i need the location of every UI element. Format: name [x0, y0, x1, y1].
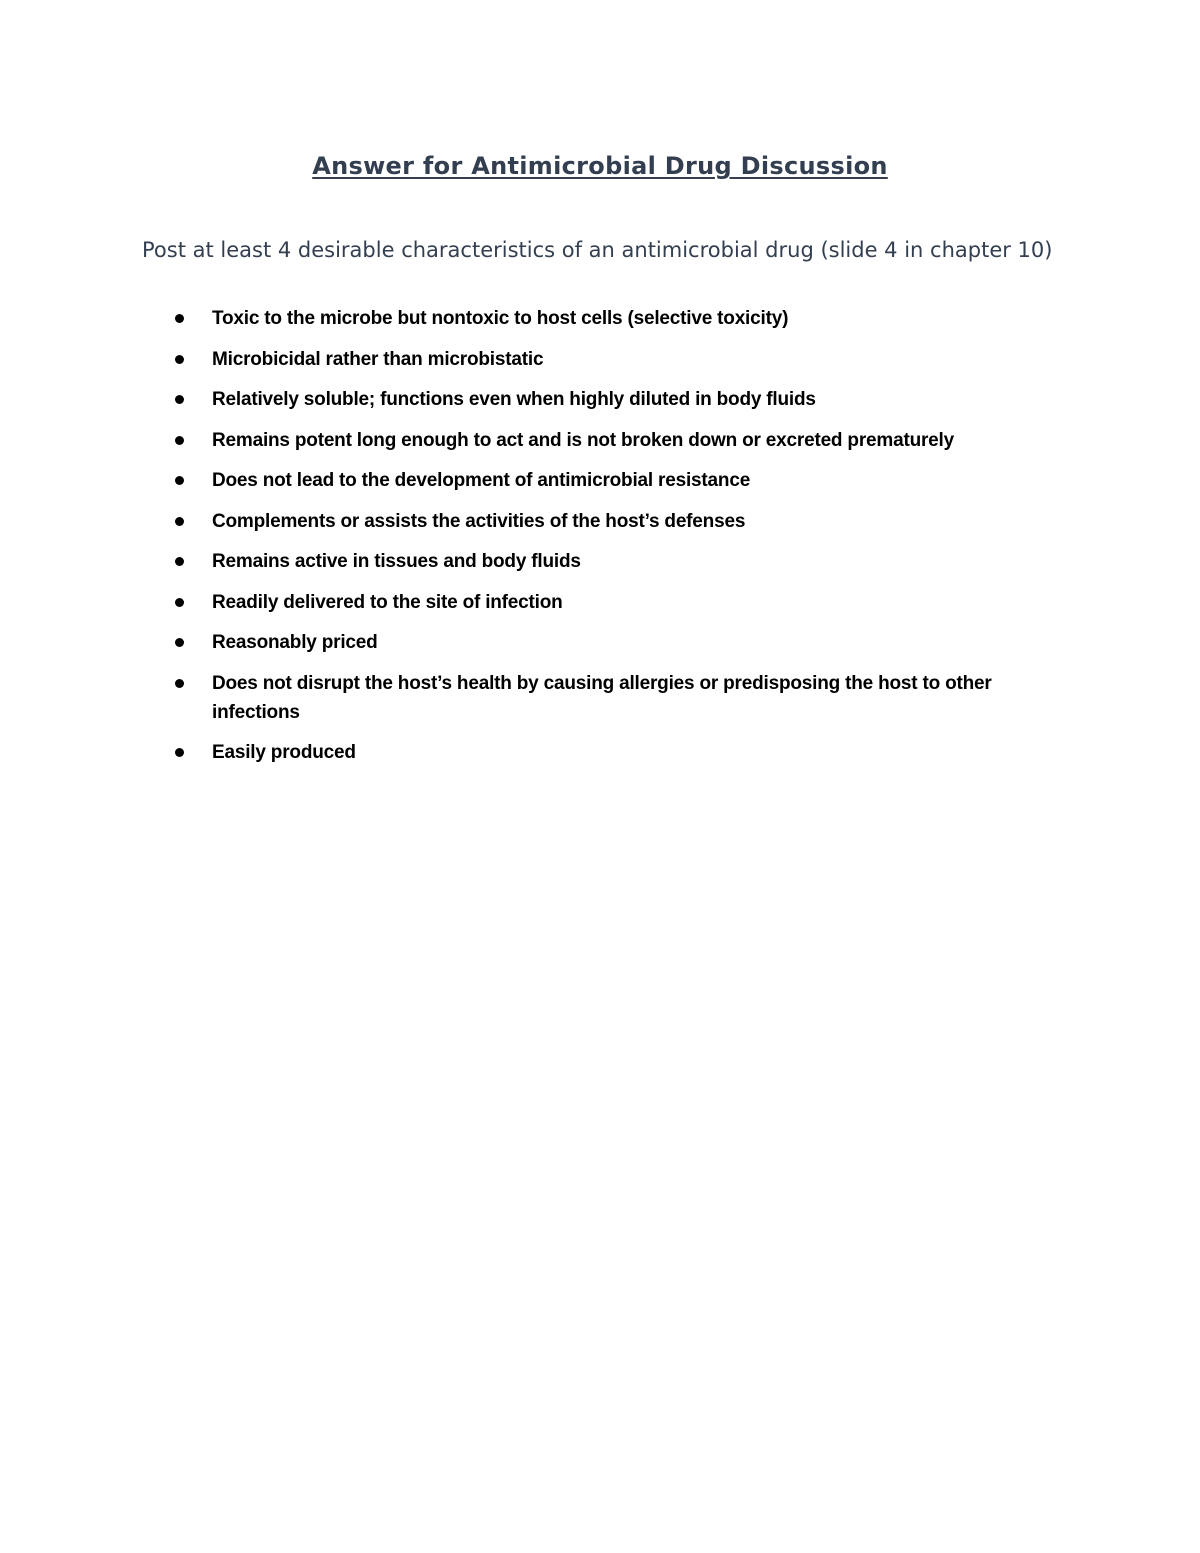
list-item [142, 628, 1042, 657]
bullet-icon [175, 748, 184, 757]
list-item [142, 304, 1042, 333]
bullet-icon [175, 557, 184, 566]
bullet-icon [175, 598, 184, 607]
bullet-icon [175, 638, 184, 647]
list-item [142, 466, 1042, 495]
list-item [142, 588, 1042, 617]
list-item-text: Relatively soluble; functions even when highly diluted in body fluids [212, 389, 816, 410]
list-item [142, 669, 1042, 727]
list-item-text: Readily delivered to the site of infection [212, 591, 563, 613]
bullet-icon [175, 436, 184, 445]
list-item [142, 426, 1042, 455]
list-item-text: Does not lead to the development of antimicrobial resistance [212, 470, 751, 491]
list-item-text: Remains active in tissues and body fluids [212, 551, 581, 572]
answer-list [142, 304, 1042, 779]
list-item [142, 738, 1042, 767]
list-item [142, 345, 1042, 374]
bullet-icon [175, 517, 184, 526]
list-item-text: Microbicidal rather than microbistatic [212, 348, 544, 370]
list-item-text: Does not disrupt the host’s health by causing allergies or predisposing the host to other infections [212, 672, 992, 723]
bullet-icon [175, 355, 184, 364]
list-item [142, 385, 1042, 414]
discussion-prompt: Post at least 4 desirable characteristics of an antimicrobial drug (slide 4 in chapter 10) [142, 238, 1053, 262]
list-item-text: Complements or assists the activities of the host’s defenses [212, 510, 746, 532]
list-item-text: Reasonably priced [212, 632, 378, 653]
list-item-text: Easily produced [212, 742, 356, 763]
bullet-icon [175, 679, 184, 688]
bullet-icon [175, 314, 184, 323]
bullet-icon [175, 476, 184, 485]
list-item-text: Toxic to the microbe but nontoxic to host cells (selective toxicity) [212, 308, 789, 329]
list-item [142, 507, 1042, 536]
bullet-icon [175, 395, 184, 404]
list-item-text: Remains potent long enough to act and is not broken down or excreted prematurely [212, 429, 954, 451]
list-item [142, 547, 1042, 576]
document-title: Answer for Antimicrobial Drug Discussion [312, 152, 888, 180]
